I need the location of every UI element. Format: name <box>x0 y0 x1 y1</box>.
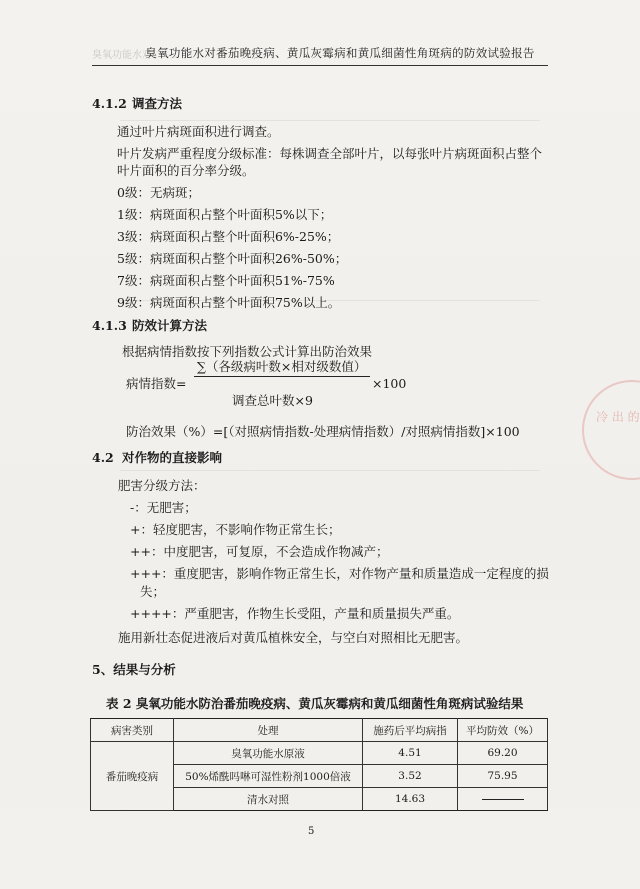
col-header-treatment: 处理 <box>174 719 363 742</box>
header-rule <box>92 65 548 66</box>
injury-level-continued: 失； <box>140 584 166 599</box>
survey-paragraph-1: 通过叶片病斑面积进行调查。 <box>117 124 280 139</box>
grade-item: 1级：病斑面积占整个叶面积5%以下； <box>117 207 333 222</box>
table-2-title: 表 2 臭氧功能水防治番茄晚疫病、黄瓜灰霉病和黄瓜细菌性角斑病试验结果 <box>106 696 524 711</box>
index-cell: 4.51 <box>363 742 458 765</box>
grade-item: 3级：病斑面积占整个叶面积6%-25%； <box>117 229 340 244</box>
treatment-cell: 50%烯酰吗啉可湿性粉剂1000倍液 <box>174 765 363 788</box>
bleed-through-line <box>120 120 540 121</box>
page-number: 5 <box>308 826 315 837</box>
section-4-1-3-number: 4.1.3 <box>92 318 127 333</box>
efficacy-cell: 69.20 <box>458 742 548 765</box>
section-5-heading: 5、结果与分析 <box>92 662 176 677</box>
index-cell: 14.63 <box>363 788 458 811</box>
section-4-2-number: 4.2 <box>92 450 114 465</box>
section-4-2-heading: 对作物的直接影响 <box>122 450 223 465</box>
treatment-cell: 臭氧功能水原液 <box>174 742 363 765</box>
grade-item: 7级：病斑面积占整个叶面积51%-75% <box>117 273 335 288</box>
col-header-efficacy: 平均防效（%） <box>458 719 548 742</box>
grade-item: 0级：无病斑； <box>117 185 200 200</box>
disease-cell: 番茄晚疫病 <box>91 742 174 811</box>
header-faint-text: 臭氧功能水对 <box>92 50 152 61</box>
formula-label: 病情指数= <box>126 376 187 391</box>
injury-level: +++：重度肥害，影响作物正常生长，对作物产量和质量造成一定程度的损 <box>130 566 549 581</box>
index-cell: 3.52 <box>363 765 458 788</box>
formula-intro: 根据病情指数按下列指数公式计算出防治效果 <box>122 344 373 359</box>
section-4-1-2-heading: 调查方法 <box>132 96 183 111</box>
grade-item: 9级：病斑面积占整个叶面积75%以上。 <box>117 295 341 310</box>
survey-paragraph-2-line-1: 叶片发病严重程度分级标准：每株调查全部叶片，以每张叶片病斑面积占整个 <box>117 146 543 161</box>
injury-level: +：轻度肥害，不影响作物正常生长； <box>130 522 341 537</box>
formula-times-100: ×100 <box>372 376 407 391</box>
efficacy-formula: 防治效果（%）=[（对照病情指数-处理病情指数）/对照病情指数]×100 <box>126 424 520 439</box>
table-row <box>91 742 548 765</box>
formula-numerator: ∑（各级病叶数×相对级数值） <box>197 359 367 374</box>
survey-paragraph-2-line-2: 叶片面积的百分率分级。 <box>117 163 255 178</box>
injury-level: -：无肥害； <box>130 500 197 515</box>
col-header-disease: 病害类别 <box>91 719 174 742</box>
section-4-1-2-number: 4.1.2 <box>92 96 127 111</box>
header-title: 臭氧功能水对番茄晚疫病、黄瓜灰霉病和黄瓜细菌性角斑病的防效试验报告 <box>145 46 535 60</box>
col-header-index: 施药后平均病指 <box>363 719 458 742</box>
seal-stamp <box>582 380 640 480</box>
bleed-through-line <box>120 470 540 471</box>
results-table <box>90 718 548 811</box>
section-4-1-3-heading: 防效计算方法 <box>132 318 208 333</box>
injury-intro: 肥害分级方法： <box>118 478 206 493</box>
efficacy-cell: 75.95 <box>458 765 548 788</box>
treatment-cell: 清水对照 <box>174 788 363 811</box>
grade-item: 5级：病斑面积占整个叶面积26%-50%； <box>117 251 348 266</box>
empty-value-dash <box>482 799 524 800</box>
efficacy-cell-empty <box>458 788 548 811</box>
injury-level: ++：中度肥害，可复原，不会造成作物减产； <box>130 544 389 559</box>
table-header-row <box>91 719 548 742</box>
formula-fraction-line <box>194 376 370 377</box>
formula-denominator: 调查总叶数×9 <box>232 393 313 408</box>
injury-level: ++++：严重肥害，作物生长受阻，产量和质量损失严重。 <box>130 606 460 621</box>
seal-stamp-text: 冷 出 的 <box>596 410 640 424</box>
safety-conclusion: 施用新壮态促进液后对黄瓜植株安全，与空白对照相比无肥害。 <box>118 630 469 645</box>
